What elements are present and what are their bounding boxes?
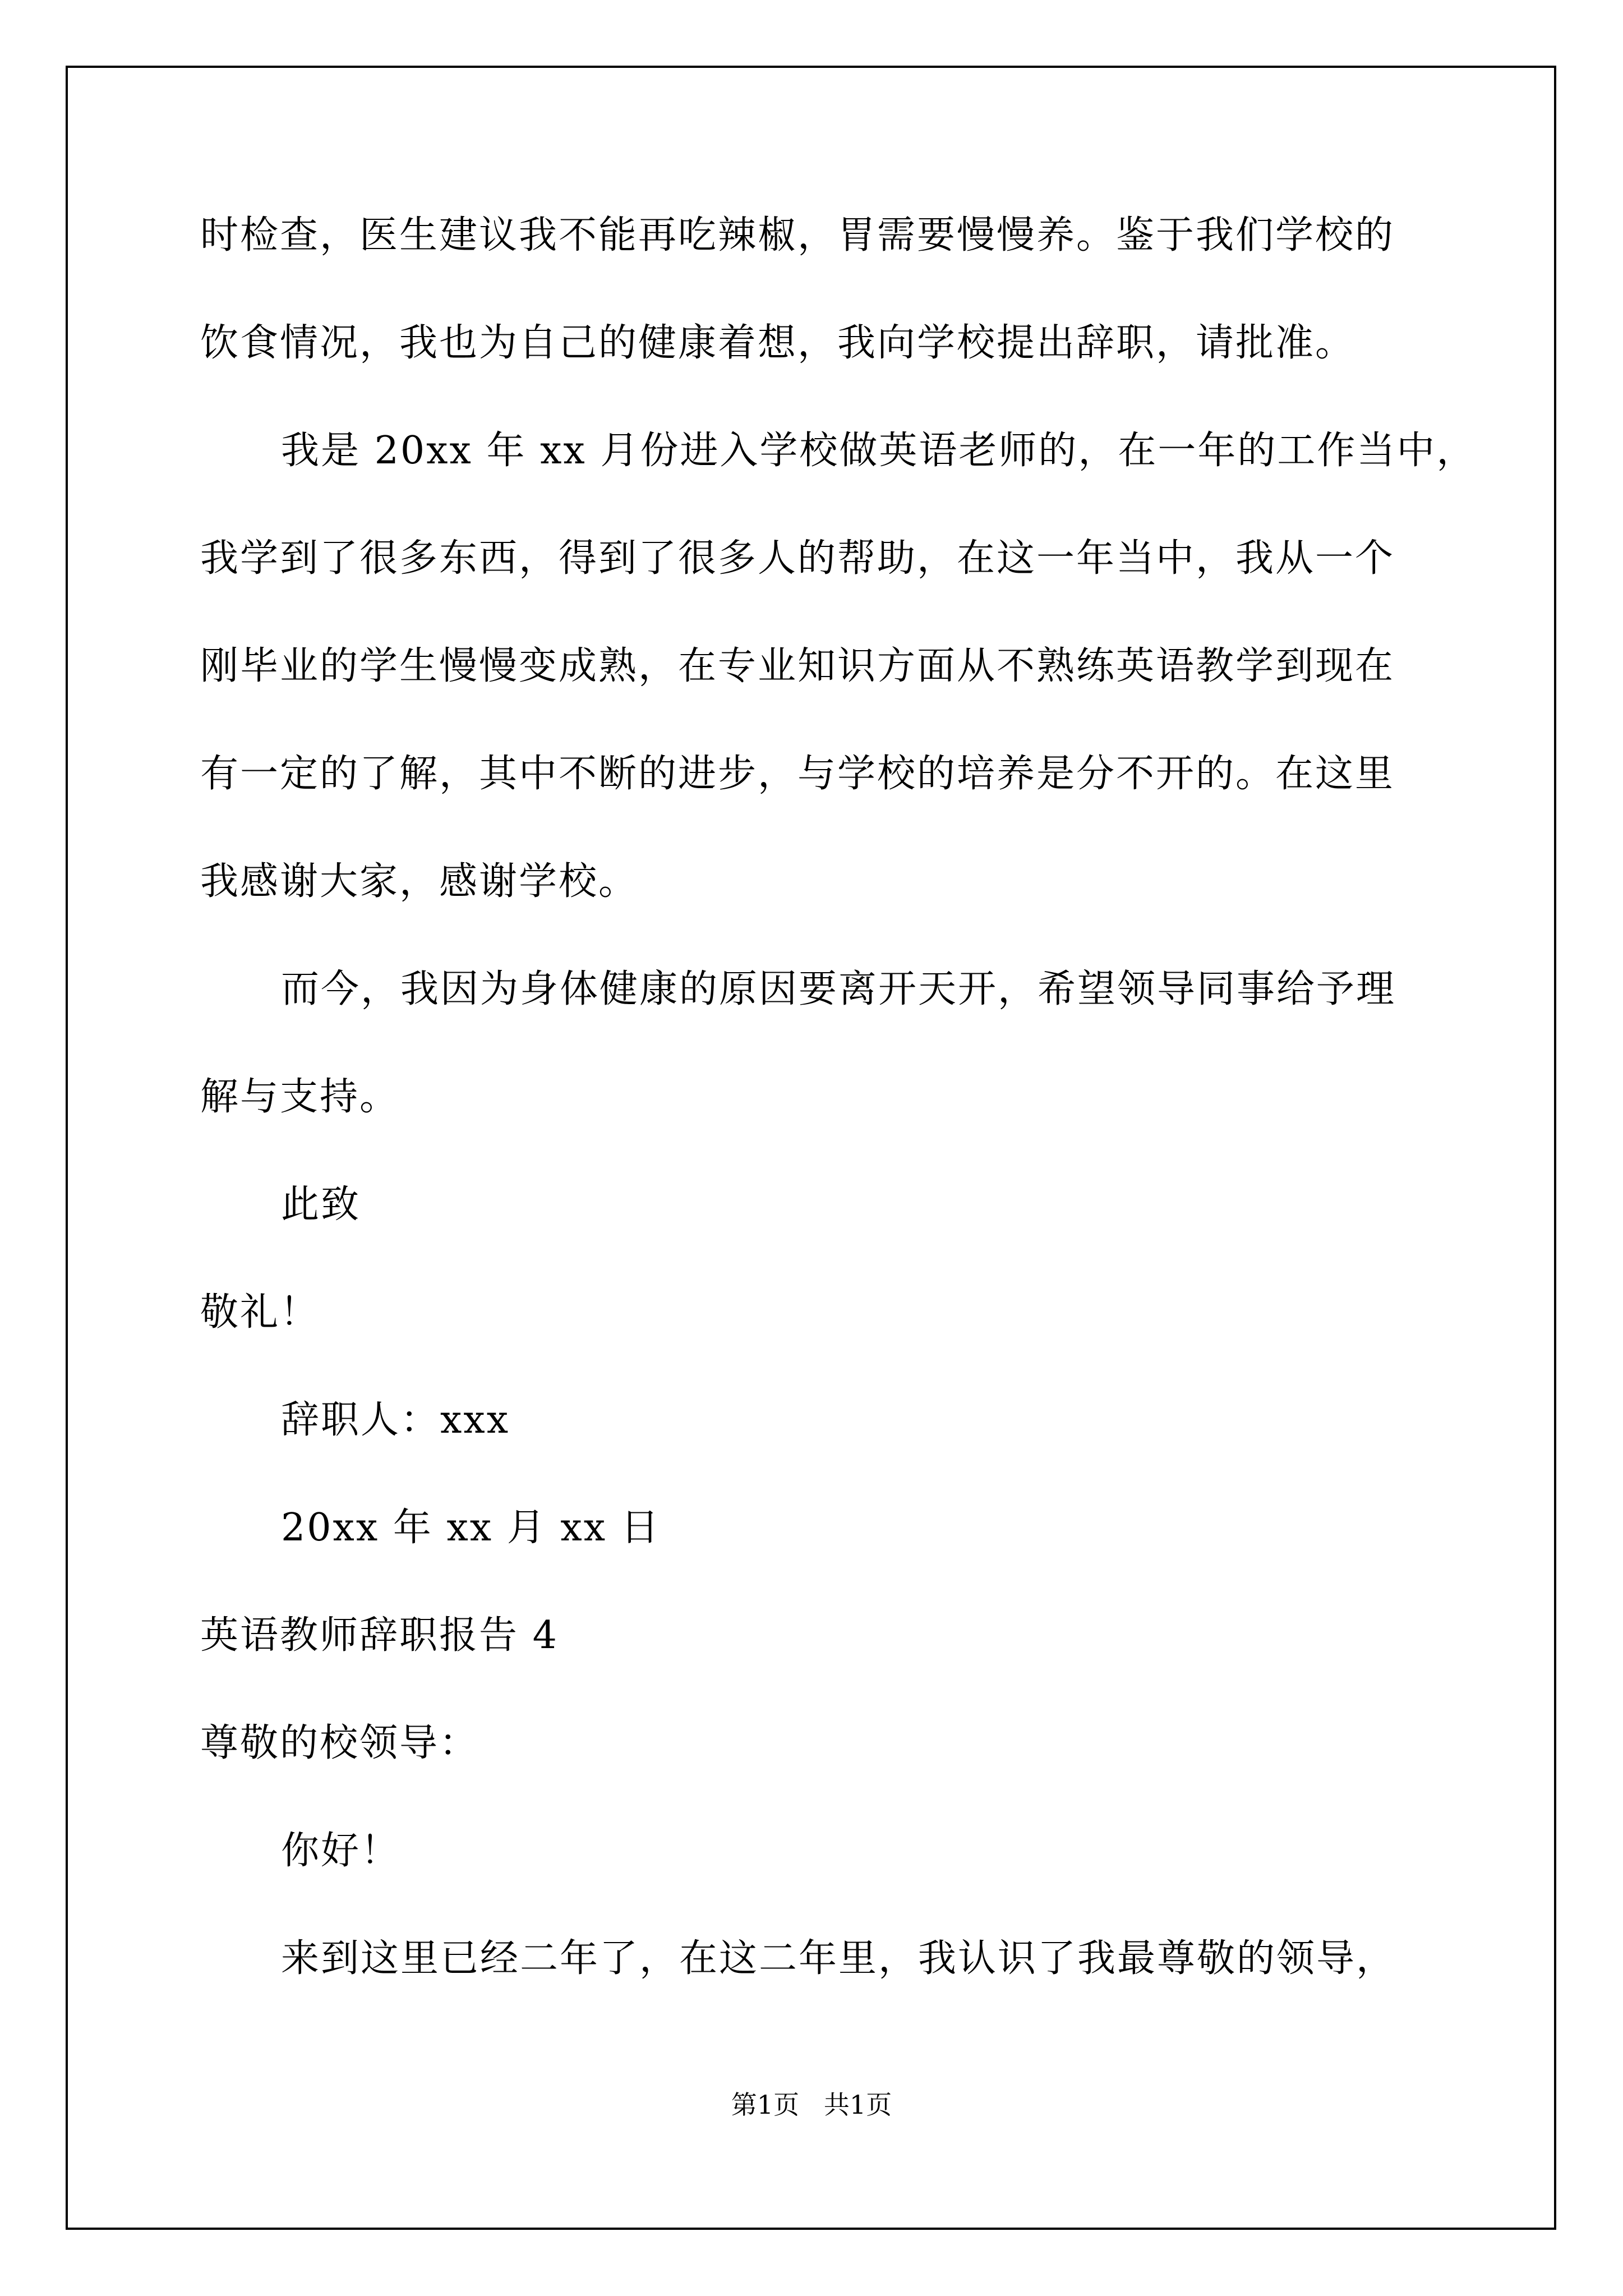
page-footer: 第1页 共1页 (731, 2090, 892, 2120)
text-line: 我是 20xx 年 xx 月份进入学校做英语老师的，在一年的工作当中， (281, 429, 1477, 473)
text-line: 刚毕业的学生慢慢变成熟，在专业知识方面从不熟练英语教学到现在 (200, 644, 1395, 688)
closing-phrase: 此致 (281, 1182, 361, 1227)
salutation: 尊敬的校领导： (200, 1721, 479, 1765)
page-border (66, 66, 1556, 2230)
text-line: 我学到了很多东西，得到了很多人的帮助，在这一年当中，我从一个 (200, 536, 1395, 581)
text-line: 有一定的了解，其中不断的进步，与学校的培养是分不开的。在这里 (200, 752, 1395, 796)
section-heading: 英语教师辞职报告 4 (200, 1613, 559, 1658)
text-line: 饮食情况，我也为自己的健康着想，我向学校提出辞职，请批准。 (200, 321, 1355, 365)
text-line: 解与支持。 (200, 1075, 400, 1119)
text-line: 来到这里已经二年了，在这二年里，我认识了我最尊敬的领导， (281, 1936, 1396, 1981)
date-line: 20xx 年 xx 月 xx 日 (281, 1506, 661, 1550)
text-line: 我感谢大家，感谢学校。 (200, 859, 639, 904)
greeting: 你好！ (281, 1829, 401, 1873)
signature-line: 辞职人：xxx (281, 1398, 510, 1442)
text-line: 时检查，医生建议我不能再吃辣椒，胃需要慢慢养。鉴于我们学校的 (200, 213, 1395, 257)
salutation-closing: 敬礼！ (200, 1290, 320, 1335)
text-line: 而今，我因为身体健康的原因要离开天开，希望领导同事给予理 (281, 967, 1396, 1011)
